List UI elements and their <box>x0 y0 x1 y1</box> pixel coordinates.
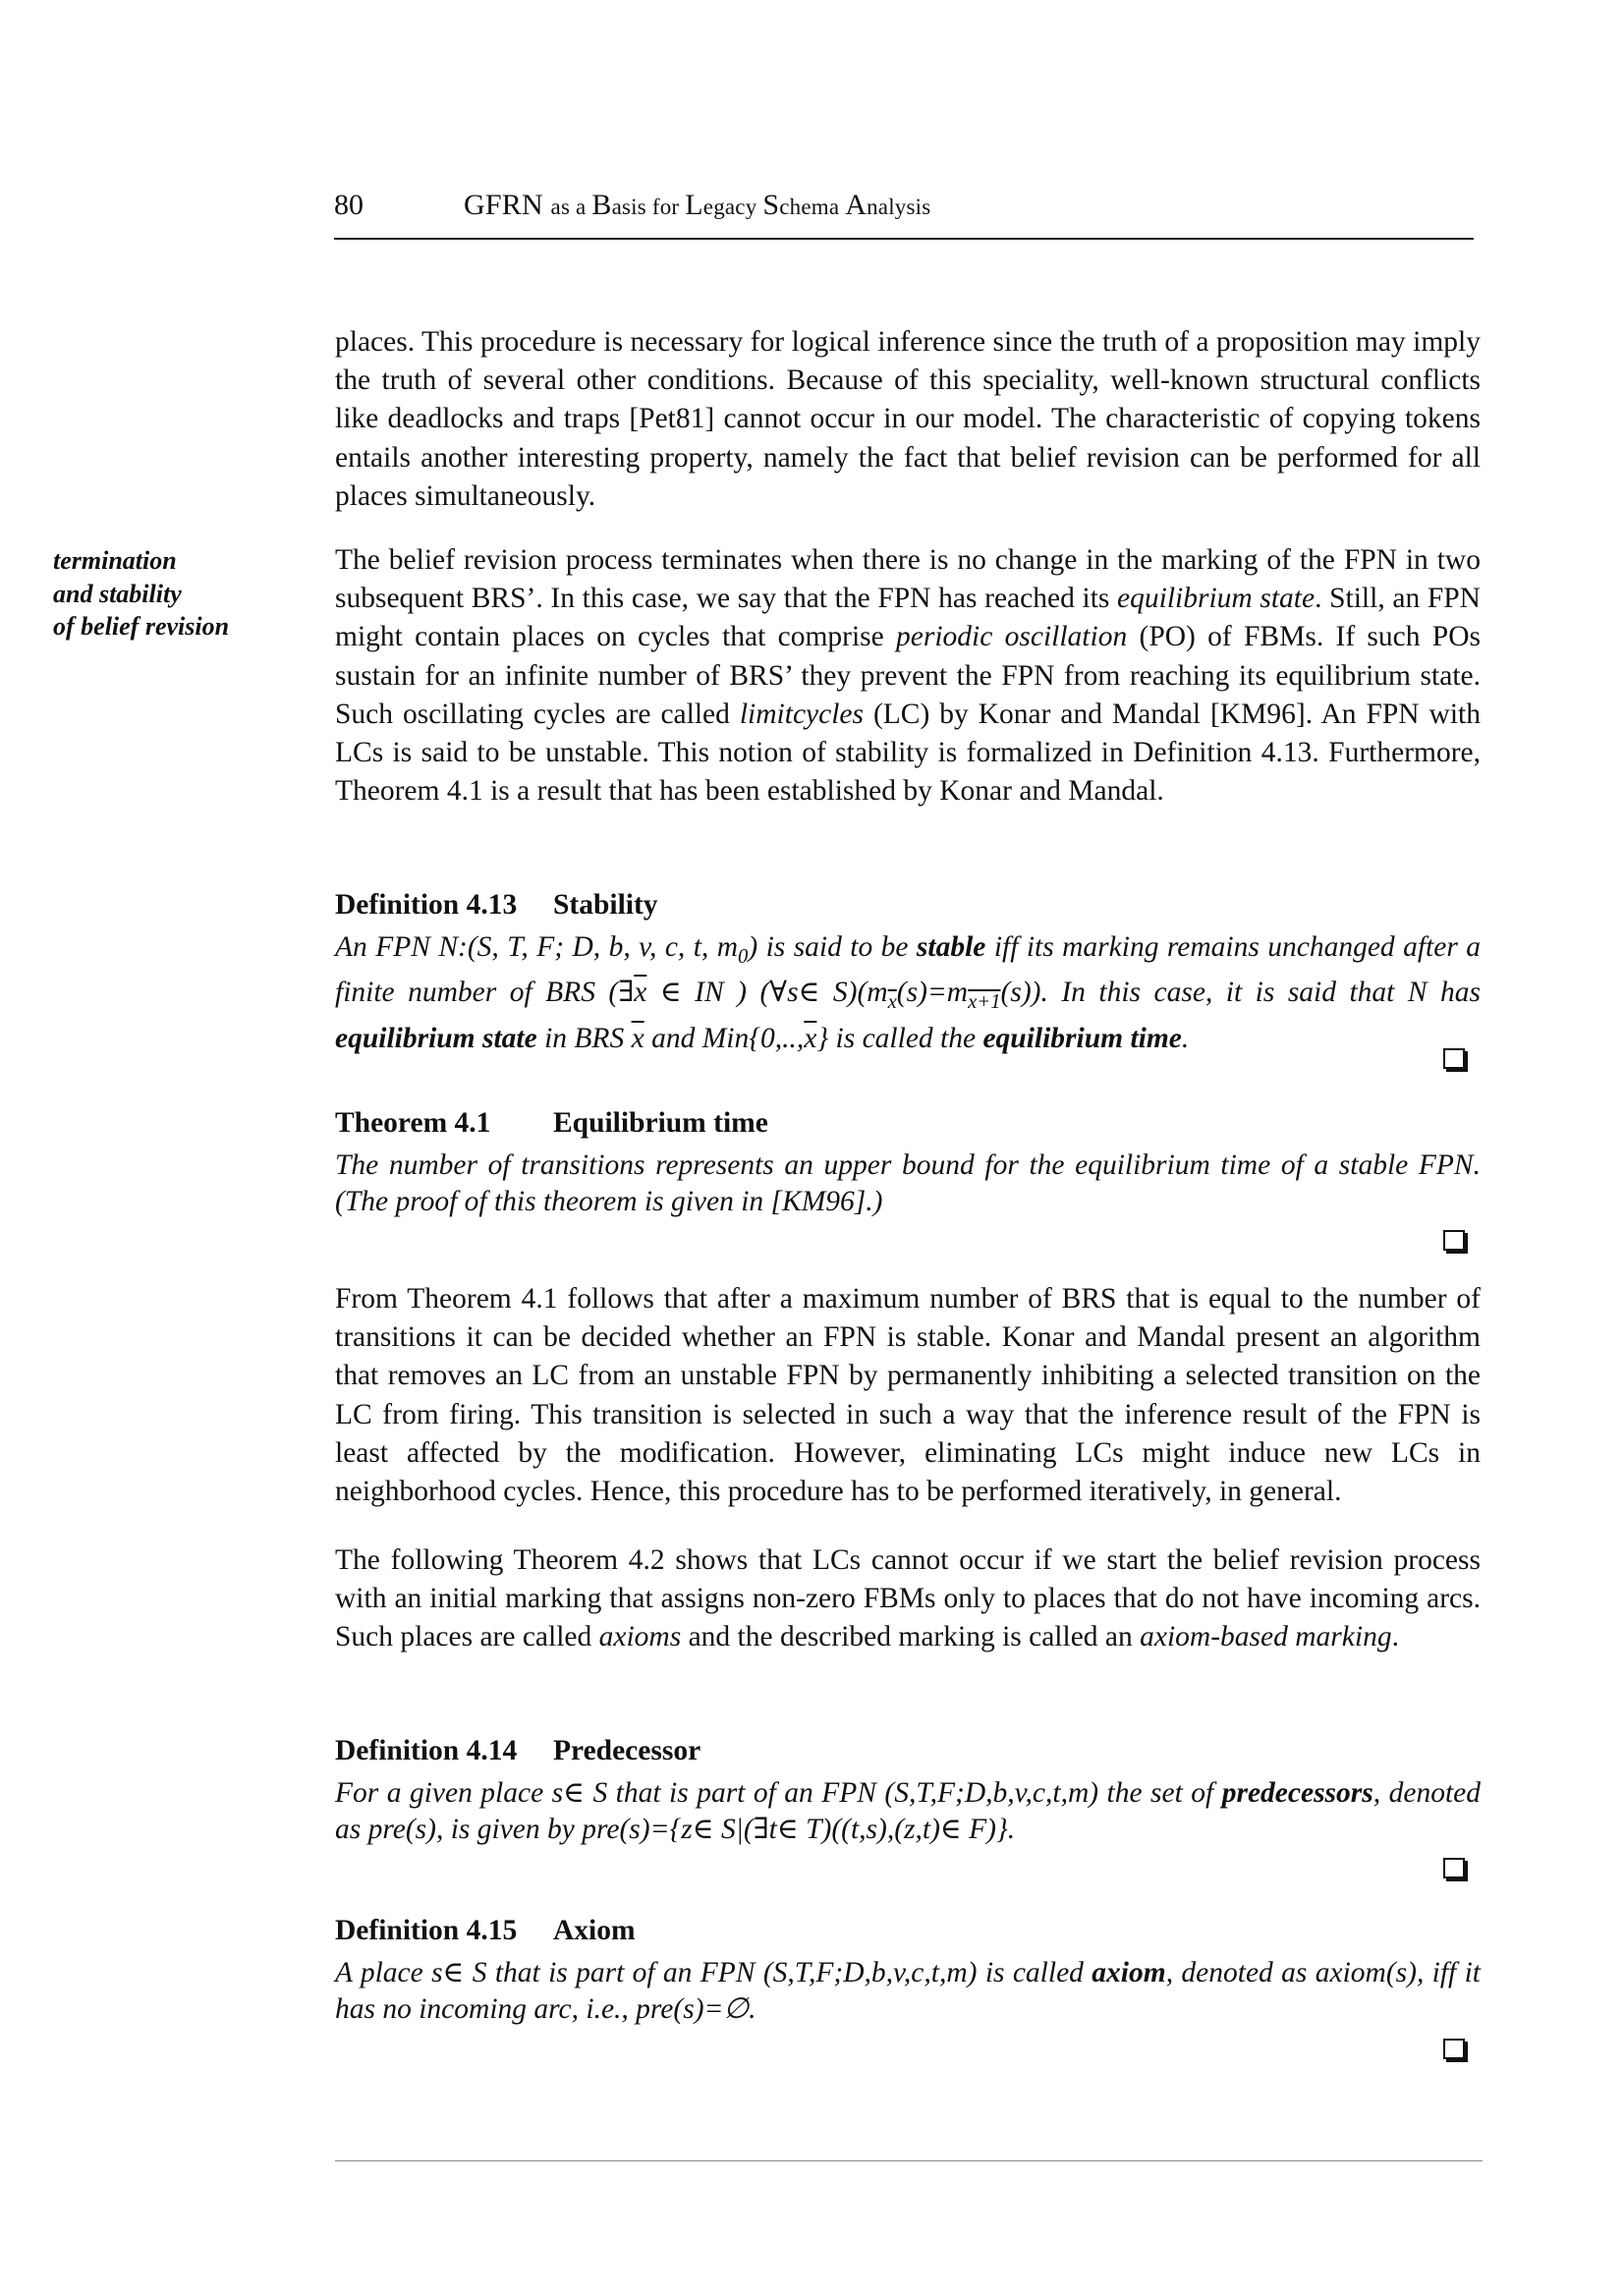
margin-note <box>53 544 279 644</box>
margin-note-line: termination <box>53 546 177 575</box>
chapter-title: GFRN as a Basis for Legacy Schema Analysis <box>464 189 931 221</box>
definition-body: An FPN N:(S, T, F; D, b, v, c, t, $m_0$) is said to be stable iff its marking remains unchanged after a finite number of BRS ($\exists\overline{x}$ ∈ IN ) (∀s∈ $S)(m_{\overline{x}}(s)=m_{x+1}(s))$. In this case, it is said that N has equilibrium state in BRS $\overline{x}$ and $Min\{0,..,\overline{x}\}$ is called the equilibrium time. <box>335 931 1481 1054</box>
definition-heading: Definition 4.13 Stability <box>335 889 658 921</box>
margin-note-line: and stability <box>53 579 182 608</box>
end-of-definition-icon <box>1443 1858 1465 1878</box>
margin-note-line: of belief revision <box>53 612 230 641</box>
page-number: 80 <box>334 189 364 221</box>
definition-heading: Definition 4.15 Axiom <box>335 1915 636 1946</box>
paragraph-4: The following Theorem 4.2 shows that LCs cannot occur if we start the belief revision process with an initial marking that assigns non-zero FBMs only to places that do not have incoming arcs. Such places are called axioms and the described marking is called an axiom-based marking. <box>335 1544 1481 1653</box>
end-of-definition-icon <box>1443 1048 1465 1069</box>
theorem-4-1 <box>335 1107 1481 1219</box>
paragraph-2: The belief revision process terminates when there is no change in the marking of the FPN in two subsequent BRS’. In this case, we say that the FPN has reached its equilibrium state. Still, an FPN might contain places on cycles that comprise periodic oscillation (PO) of FBMs. If such POs sustain for an infinite number of BRS’ they prevent the FPN from reaching its equilibrium state. Such oscillating cycles are called limitcycles (LC) by Konar and Mandal [KM96]. An FPN with LCs is said to be unstable. This notion of stability is formalized in Definition 4.13. Furthermore, Theorem 4.1 is a result that has been established by Konar and Mandal. <box>335 544 1481 808</box>
theorem-heading: Theorem 4.1 Equilibrium time <box>335 1107 768 1139</box>
definition-4-14 <box>335 1735 1481 1847</box>
definition-body: A place s∈ S that is part of an FPN (S,T,F;D,b,v,c,t,m) is called axiom, denoted as axiom(s), iff it has no incoming arc, i.e., pre(s)=∅. <box>335 1957 1481 2025</box>
definition-heading: Definition 4.14 Predecessor <box>335 1735 701 1766</box>
footer-rule <box>335 2160 1483 2161</box>
paragraph-3: From Theorem 4.1 follows that after a maximum number of BRS that is equal to the number of transitions it can be decided whether an FPN is stable. Konar and Mandal present an algorithm that removes an LC from an unstable FPN by permanently inhibiting a selected transition on the LC from firing. This transition is selected in such a way that the inference result of the FPN is least affected by the modification. However, eliminating LCs might induce new LCs in neighborhood cycles. Hence, this procedure has to be performed iteratively, in general. <box>335 1283 1481 1508</box>
definition-4-13 <box>335 889 1481 1056</box>
paragraph-1: places. This procedure is necessary for logical inference since the truth of a proposition may imply the truth of several other conditions. Because of this speciality, well-known structural conflicts like deadlocks and traps [Pet81] cannot occur in our model. The characteristic of copying tokens entails another interesting property, namely the fact that belief revision can be performed for all places simultaneously. <box>335 326 1481 512</box>
definition-body: For a given place s∈ S that is part of an FPN (S,T,F;D,b,v,c,t,m) the set of predecessors, denoted as pre(s), is given by pre(s)={z∈ S|(∃t∈ T)((t,s),(z,t)∈ F)}. <box>335 1777 1481 1845</box>
end-of-theorem-icon <box>1443 1230 1465 1251</box>
definition-4-15 <box>335 1915 1481 2027</box>
running-header <box>334 183 1474 240</box>
theorem-body: The number of transitions represents an upper bound for the equilibrium time of a stable FPN. (The proof of this theorem is given in [KM96].) <box>335 1149 1481 1217</box>
end-of-definition-icon <box>1443 2039 1465 2059</box>
